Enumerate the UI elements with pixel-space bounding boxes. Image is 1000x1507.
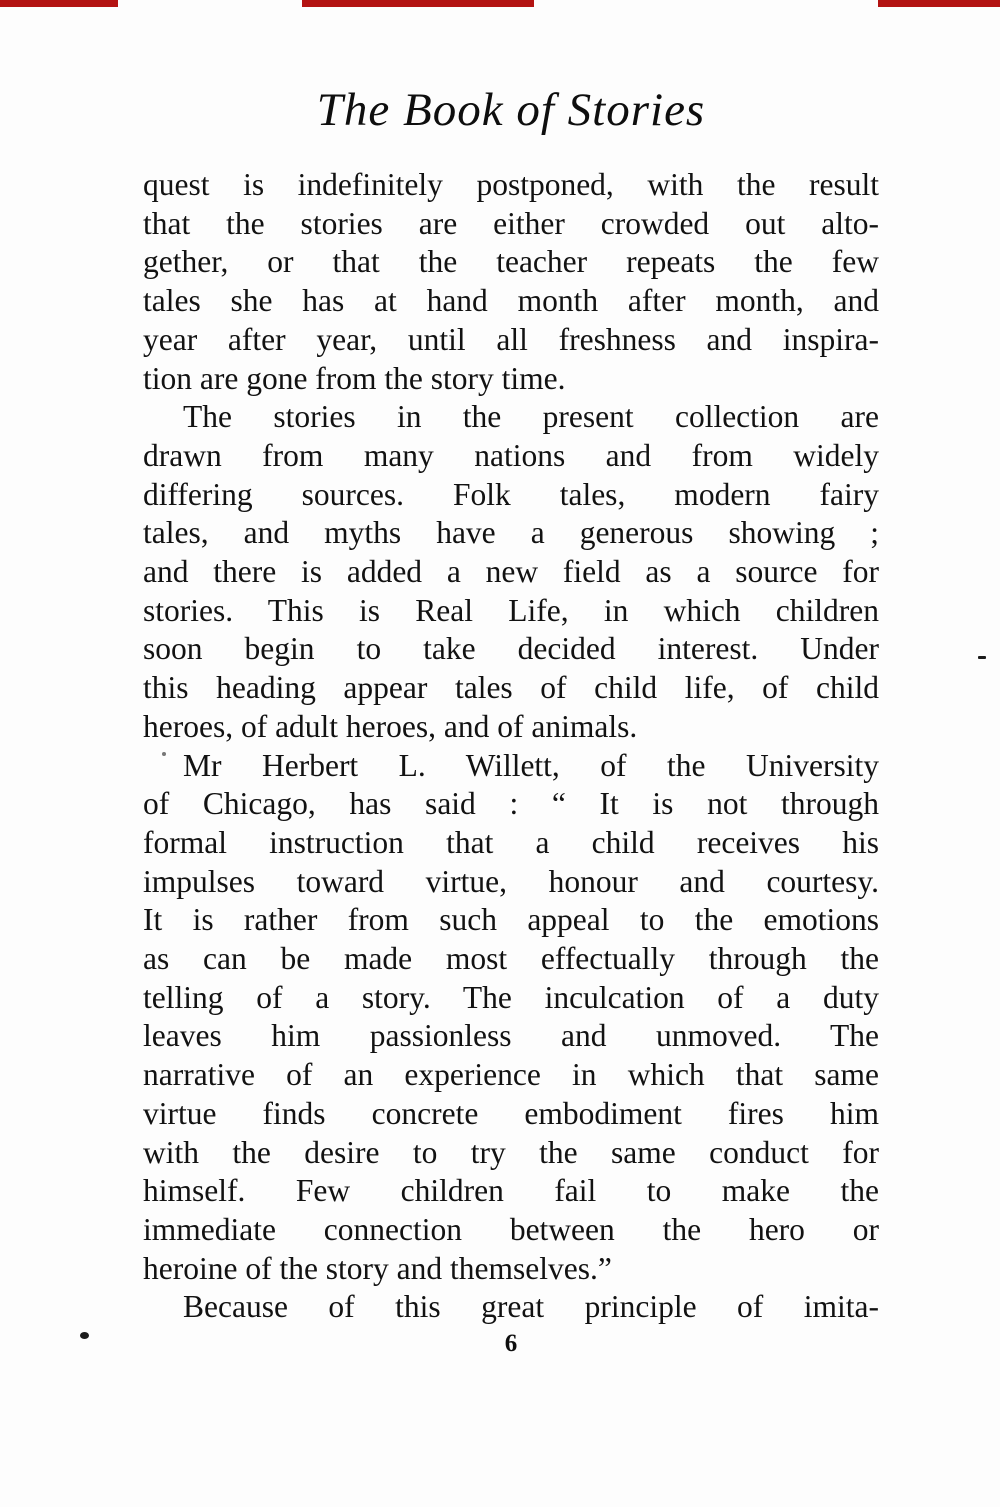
text-line: Mr Herbert L. Willett, of the University	[183, 747, 879, 783]
text-line: tales she has at hand month after month, and	[143, 283, 879, 319]
text-line: impulses toward virtue, honour and courtesy.	[143, 863, 879, 899]
scan-artifact-red-mark	[0, 0, 118, 7]
text-line: narrative of an experience in which that same	[143, 1057, 879, 1093]
text-line: Because of this great principle of imita-	[183, 1289, 879, 1325]
text-line: tales, and myths have a generous showing ;	[143, 515, 879, 551]
text-line: of Chicago, has said : “ It is not through	[143, 786, 879, 822]
paragraph	[143, 1288, 879, 1327]
text-line: virtue finds concrete embodiment fires him	[143, 1095, 879, 1131]
page-title: The Book of Stories	[316, 84, 706, 136]
text-line: himself. Few children fail to make the	[143, 1173, 879, 1209]
text-line: differing sources. Folk tales, modern fairy	[143, 476, 879, 512]
text-line: leaves him passionless and unmoved. The	[143, 1018, 879, 1054]
text-line: as can be made most effectually through the	[143, 941, 879, 977]
ink-speck	[978, 656, 986, 659]
text-line: quest is indefinitely postponed, with the result	[143, 167, 879, 202]
text-line: stories. This is Real Life, in which children	[143, 592, 879, 628]
ink-speck	[162, 752, 166, 756]
text-line: formal instruction that a child receives his	[143, 824, 879, 860]
text-line: soon begin to take decided interest. Under	[143, 631, 879, 667]
text-line: heroes, of adult heroes, and of animals.	[143, 708, 638, 744]
text-line: heroine of the story and themselves.”	[143, 1250, 612, 1286]
paragraph	[143, 747, 879, 1289]
ink-speck	[80, 1332, 89, 1339]
text-line: that the stories are either crowded out alto-	[143, 205, 879, 241]
text-line: tion are gone from the story time.	[143, 360, 566, 396]
text-line: year after year, until all freshness and inspira-	[143, 321, 879, 357]
text-line: telling of a story. The inculcation of a duty	[143, 979, 879, 1015]
text-line: gether, or that the teacher repeats the few	[143, 244, 879, 280]
text-line: and there is added a new field as a source for	[143, 554, 879, 590]
scan-artifact-red-mark	[302, 0, 534, 7]
text-line: with the desire to try the same conduct for	[143, 1134, 879, 1170]
paragraph	[143, 398, 879, 746]
text-block	[143, 166, 879, 1327]
page-number: 6	[504, 1330, 518, 1357]
text-line: It is rather from such appeal to the emotions	[143, 902, 879, 938]
text-line: drawn from many nations and from widely	[143, 437, 879, 473]
text-line: this heading appear tales of child life, of child	[143, 670, 879, 706]
text-line: immediate connection between the hero or	[143, 1211, 879, 1247]
text-line: The stories in the present collection are	[183, 399, 879, 435]
paragraph	[143, 166, 879, 398]
scan-artifact-red-mark	[878, 0, 1000, 7]
